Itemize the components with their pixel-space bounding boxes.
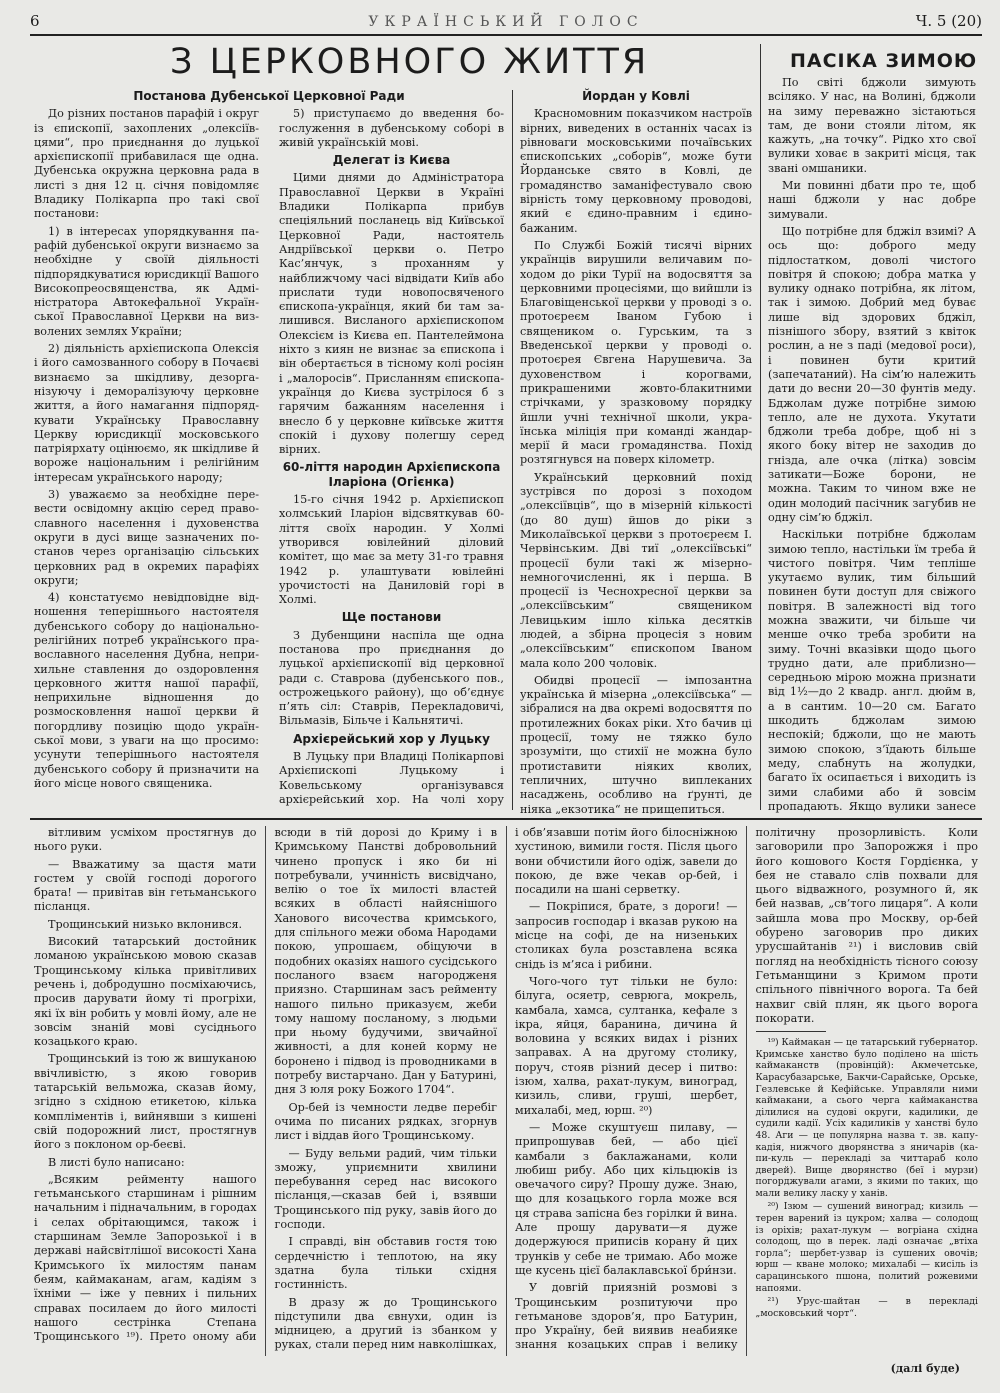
article-heading: 60-ліття народин Архієпископа Іларіона (Огієнка): [282, 460, 501, 489]
running-header: [30, 12, 982, 34]
story-paragraph: Трощинський із тою ж вишуканою ввічливістю, з якою говорив татарській вельможа, сказав йому, згідно з східною етикетою, кілька компліментів і, вийнявши з кишені свій подорожний лист, простягнув його з поклоном ор-беєві.: [34, 1052, 257, 1152]
story-paragraph: Трощинський низько вклонився.: [48, 917, 243, 931]
story-paragraph: — Буду вельми радий, чим тільки зможу, уприємнити хвилини перебування серед нас високого післанця,—сказав бей і, взявши Трощинського під руку, завів його до господи.: [274, 1146, 497, 1232]
header-rule: [30, 34, 982, 36]
paragraph: По світі бджоли зимують всіляко. У нас, на Волині, бджоли на зиму переважно зістаються там, де вони стояли літом, як кажуть, „на точку“. Рідко хто свої вулики ховає в закриті місця, так звані омшаники.: [768, 76, 976, 175]
article-heading: Архієрейський хор у Луцьку: [293, 731, 490, 746]
bee-article-column: [768, 76, 976, 814]
story-paragraph: В дразу ж до Трощинського підступили два євнухи, один із мідницею, а другий із збанком у руках, стали перед ним навколішках, і обв’язавши потім його білосніжною хустиною, вимили гостя. Після цього вони обчистили його одіж, завели до покою, де вже чекав ор-бей, і посадили на шані серветку.: [274, 826, 738, 1352]
story-paragraph: І справді, він обставив гостя тою сердечністю і теплотою, на яку здатна була тільки східня гостинність.: [274, 1235, 497, 1292]
paragraph: В Луцьку при Владиці Полікарпові Архієпископі Луцькому і Ковельському організувався архієрейський хор. На чолі хору: [279, 750, 504, 806]
footnote: ¹⁹) Каймакан — це татарський губернатор. Кримське ханство було поділено на шість каймаканств (провінцій): Акмечетське, Карасубазарське, Бакчи-Сарайське, Орське, Гезлевське й Кефійське. Управляли ними каймакани, а сього черга каймаканства ділилися на судові округи, кадилики, де судили кадії. Усіх кадиликів у ханстві було 48. Аги — це популярна назва т. зв. капу-кадія, нижчого дворянства з яничарів (ка-пи-куль — перекладі за читтараб коло дверей). Вище дворянство (беї і мурзи) погорджували агами, з якими по таких, що мали велику ласку у ханів.: [755, 1037, 978, 1199]
page-number: 6: [30, 12, 40, 30]
paragraph: Що потрібне для бджіл взимі? А ось що: доброго меду підлостатком, доволі чистого повітря й спокою; добра матка у вулику однако потрібна, як літом, так і зимою. Добрий мед буває лише від здорових бджіл, пізнішого збору, взятий з квіток рослин, а не з паді (медової роси), і повинен бути критий (запечатаний). На сім’ю належить дати до весни 20—30 фунтів меду. Бджолам дуже потрібне зимою тепло, але не духота. Укутати бджоли треба добре, щоб ні з якого боку вітер не заходив до гнізда, але очка (літка) зовсім затикати—Боже борони, не можна. Таким то чином вже не один молодий пасічник загубив не одну сім’ю бджіл.: [768, 224, 976, 524]
newspaper-title: УКРАЇНСЬКИЙ ГОЛОС: [368, 14, 644, 30]
column-divider: [512, 90, 513, 810]
paragraph: 2) діяльність архієпископа Олексія і його самозванного собору в Почаєві визнаємо за шкідливу, дезорганізуючу і деморалізуючу церковне життя, а його намагання підпорядкувати Українську Православну Церкву юрисдикції московського патріярхату оцінюємо, як шкідливе й вороже національним і релігійним інтересам українського народу;: [34, 342, 259, 484]
article-heading: Постанова Дубенської Церковної Ради: [133, 89, 405, 103]
footnote-rule: [756, 1031, 826, 1032]
story-paragraph: Високий татарський достойник ломаною українською мовою сказав Трощинському кілька привітливих речень і, добродушно посміхаючись, просив дарувати йому ті прогріхи, які їх він робить у мовлі йому, але не зовсім знаній мові сусіднього козацького краю.: [34, 935, 257, 1049]
story-paragraph: — Може скуштуєш пилаву, — припрошував бей, — або цієї камбали з баклажанами, коли любиш рибу. Або цих кільцюків із овечачого сиру? Прошу дуже. Знаю, що для козацького горла може вся ця страва запісна без горілки й вина. Але прошу дарувати—я дуже додержуюся приписів корану й цих трунків у себе не тримаю. Або може ще кусень цієї балаклавської бри́нзи.: [515, 1120, 738, 1277]
paragraph: По Службі Божій тисячі вірних українців вирушили величавим походом до ріки Турії на водосвяття за церковними процесіями, що вийшли із Благовіщенської церкви у проводі з о. протоєреєм Іваном Губою і священиком о. Гурським, та з Введенської церкви у проводі о. протоєрея Євгена Нарушевича. За духовенством і корогвами, прикрашеними жовто-блакитними стрічками, у зразковому порядку йшли учні технічної школи, українська міліція при команді жандармерії й маси громадянства. Похід розтягнувся на поверх кілометр.: [520, 238, 752, 467]
footnote: ²¹) Урус-шайтан — в перекладі „московський чорт“.: [755, 1296, 978, 1319]
jordan-article-column: [520, 86, 752, 814]
paragraph: 5) приступаємо до введення богослуження в дубенському соборі в живій українській мові.: [279, 107, 504, 149]
story-paragraph: У довгій приязній розмові з Трощинським розпитуючи про гетьманове здоров’я, про Батурин, про Україну, бей виявив неабияке знання козацьких справ і велику політичну прозорливість. Коли заговорили про Запорожжя і про його кошового Костя Гордієнка, у бея не ставало слів похвали для цього відважного, розумного й, як бей назвав, „св’того лицаря“. А коли зайшла мова про Москву, ор-бей обурено заговорив про диких урусшайтанів ²¹) і висловив свій погляд на необхідність тісного союзу Гетьманщини з Кримом проти спільного північного ворога. Та бей нахвиг свій плян, як цього ворога покорати.: [515, 826, 978, 1352]
column-divider: [760, 44, 761, 810]
paragraph: З Дубенщини наспіла ще одна постанова про приєднання до луцької архієпископії від церковної ради с. Ставрова (дубенського пов., острожецького району), що об’єднує п’ять сіл: Ставрів, Перекладовичі, Вільмазів, Більче і Кальнятичі.: [279, 628, 504, 728]
serial-story: [34, 826, 978, 1356]
story-paragraph: Чого-чого тут тільки не було: білуга, осяетр, севрюга, мокрель, камбала, хамса, султанка, кефале з ікра, яйця, баранина, дичина й воловина у всяких видах і різних заправах. А на другому столику, поруч, стояв різний десер і питво: ізюм, халва, рахат-лукум, виноград, кизиль, сливи, груші, шербет, михалабі, мед, юрш. ²⁰): [515, 974, 738, 1117]
paragraph: Красномовним показчиком настроїв вірних, виведених в останніх часах із рівноваги московськими почаївських єпископських „соборів“, може бути Йорданське свято в Ковлі, де громадянство заманіфестувало свою вірність тому церковному проводові, який є єдино-правним і єдино-бажаним.: [520, 107, 752, 235]
article-heading: Йордан у Ковлі: [582, 89, 690, 103]
issue-number: Ч. 5 (20): [915, 12, 982, 30]
continued-note: (далі буде): [890, 1362, 960, 1375]
footnotes: [756, 1037, 979, 1319]
paragraph: Ми повинні дбати про те, щоб наші бджоли у нас добре зимували.: [768, 179, 976, 221]
story-paragraph: „Всяким рейменту нашого гетьманського старшинам і рішним начальним і підначальним, в городах і селах обрітающимся, також і старшинам Земле Запорозької і в державі найсвітлішої високості Хана Кримського їх милостям панам беям, каймаканам, агам, кадіям з їхніми — іже у певних і пильних справах посилаем до його милості нашого сестрінка Степана Трощинського ¹⁹). Прето оному аби всюди в тій дорозі до Криму і в Кримському Панстві добровольний чинено пропуск і яко би ні потребували, учинність висвідчано, велію о тое їх милості властей всяких в області найяснішого Ханового височества кримського, для спільного межи обома Народами покою, упрошаєм, обіцуючи в подобних оказіях нашого сусідського посланого взаєм нагородженя приязно. Старшинам засъ рейменту нашого пильно приказуєм, жеби тому нашому посланому, з людьми при ньому будучими, звичайної живності, а для коней корму не боронено і підвод із проводниками в потребу вистарчано. Дан у Батурині, дня 3 юля року Божого 1704“.: [34, 826, 497, 1344]
story-paragraph: — Вважатиму за щастя мати гостем у своїй господі дорогого брата! — привітав він гетьманського післанця.: [34, 857, 257, 914]
footnote: ²⁰) Ізюм — сушений виноград; кизиль — терен варений із цукром; халва — солодощ із оріхів; рахат-лукум — вогріана східна солодощ, що в перек. ладі означає „втіха горла“; шербет-узвар із сушених овочів; юрш — кване молоко; михалабі — кисіль із сарацинського пшона, политий рожевими напоями.: [755, 1201, 978, 1294]
story-paragraph: вітливим усміхом простягнув до нього руки.: [34, 826, 257, 854]
article-heading: Делегат із Києва: [332, 153, 451, 168]
story-paragraph: — Покріпися, брате, з дороги! — запросив господар і вказав рукою на місце на софі, де на низеньких столиках була розставлена всяка снідь із м’яса і рибини.: [515, 900, 738, 971]
paragraph: До різних постанов парафій і округ із єпископії, захоплених „олексіївцями“, про приєднання до луцької архієпископії прибавилася ще одна. Дубенська окружна церковна рада в листі з дня 12 ц. січня повідомляє Владику Полікарпа про такі свої постанови:: [34, 107, 259, 221]
story-paragraph: В листі було написано:: [48, 1155, 185, 1169]
story-paragraph: Ор-бей із чемности ледве перебіг очима по писаних рядках, згорнув лист і віддав його Трощинському.: [274, 1100, 497, 1143]
pasika-title: ПАСІКА ЗИМОЮ: [790, 50, 978, 72]
paragraph: 15-го січня 1942 р. Архієпископ холмський Іларіон відсвяткував 60-ліття своїх народин. У Холмі утворився ювілейний діловий комітет, що має за мету 31-го травня 1942 р. улаштувати ювілейні урочистості на Даниловій горі в Холмі.: [279, 493, 504, 607]
section-title: З ЦЕРКОВНОГО ЖИТТЯ: [170, 42, 650, 82]
church-news-column: [34, 86, 504, 814]
paragraph: 1) в інтересах упорядкування парафій дубенської округи визнаємо за необхідне у своїй діяльності підпорядкуватися юрисдикції Вашого Високопреосвященства, як Адміністратора Автокефальної Української Православної Церкви на визволених землях України;: [34, 224, 259, 338]
article-heading: Ще постанови: [341, 610, 442, 625]
paragraph: Цими днями до Адміністратора Православної Церкви в Україні Владики Полікарпа прибув спеціяльний посланець від Київської Церковної Ради, настоятель Андріївської церкви о. Петро Кас’янчук, з проханням у найближчому часі відвідати Київ або прислати туди новопосвяченого єпископа-українця, який би там залишився. Висланого архієпископом Олексієм із Києва еп. Пантелеймона ніхто з киян не визнає за єпископа і він обертається в тісному колі росіян і „малоросів“. Присланням єпископа-українця до Києва зустрілося б з гарячим бажанням населення і внесло б у церковне київське життя спокій і духову полегшу серед вірних.: [279, 171, 504, 457]
paragraph: 4) констатуємо невідповідне відношення теперішнього настоятеля дубенського собору до національно-релігійних потреб українського православного населення Дубна, неприхильне ставлення до оздоровлення церковного життя нашої парафії, неприхильне відношення до розмосковлення нашої церкви й погордливу позицію щодо української мови, з уваги на що просимо: усунути теперішнього настоятеля дубенського собору й призначити на його місце нового священика.: [34, 591, 259, 790]
paragraph: Український церковний похід зустрівся по дорозі з походом „олексіївців“, що в мізерній кількості (до 80 душ) йшов до ріки з Миколаївської церкви з протоєреєм І. Червінським. Дві тиї „олексіївські“ процесії були такі ж мізерно-немногочисленні, як і перша. В процесії із Чеснохресної церкви за „олексіївським“ священиком Левицьким ішло кілька десятків людей, а збірна процесія з новим „олексіївським“ єпископом Іваном мала коло 200 чоловік.: [520, 470, 752, 670]
paragraph: Обидві процесії — імпозантна українська й мізерна „олексіївська“ — зібралися на два окремі водосвяття по протилежних боках ріки. Хто бачив ці процесії, тому не тяжко було зрозуміти, що стихії не можна було протиставити ніяких кволих, тепличних, штучно виплеканих насаджень, особливо на ґрунті, де ніяка „екзотика“ не прищепиться.: [520, 673, 752, 814]
section-rule: [30, 818, 982, 820]
paragraph: 3) уважаємо за необхідне перевести освідомну акцію серед православного населення і духовенства округи в дусі вище зазначених постанов через організацію сільських церковних рад в окремих парафіях округи;: [34, 488, 259, 587]
paragraph: Наскільки потрібне бджолам зимою тепло, настільки їм треба й чистого повітря. Чим тепліше укутаємо вулик, тим більший повинен бути доступ для свіжого повітря. В залежності від того можна зважити, чи більше чи менше очко треба зробити на зиму. Точні вказівки щодо цього трудно дати, але приблизно—середньою мірою можна признати від 1½—до 2 квадр. англ. дюйм в, а в сантим. 10—20 см. Багато шкодить бджолам зимою неспокій; бджоли, що не мають зимою спокою, з’їдають більше меду, слабнуть на жолудки, багато їх осипається і виходить із зими слабими або й зовсім пропадають. Якщо вулики занесе: [768, 528, 976, 813]
